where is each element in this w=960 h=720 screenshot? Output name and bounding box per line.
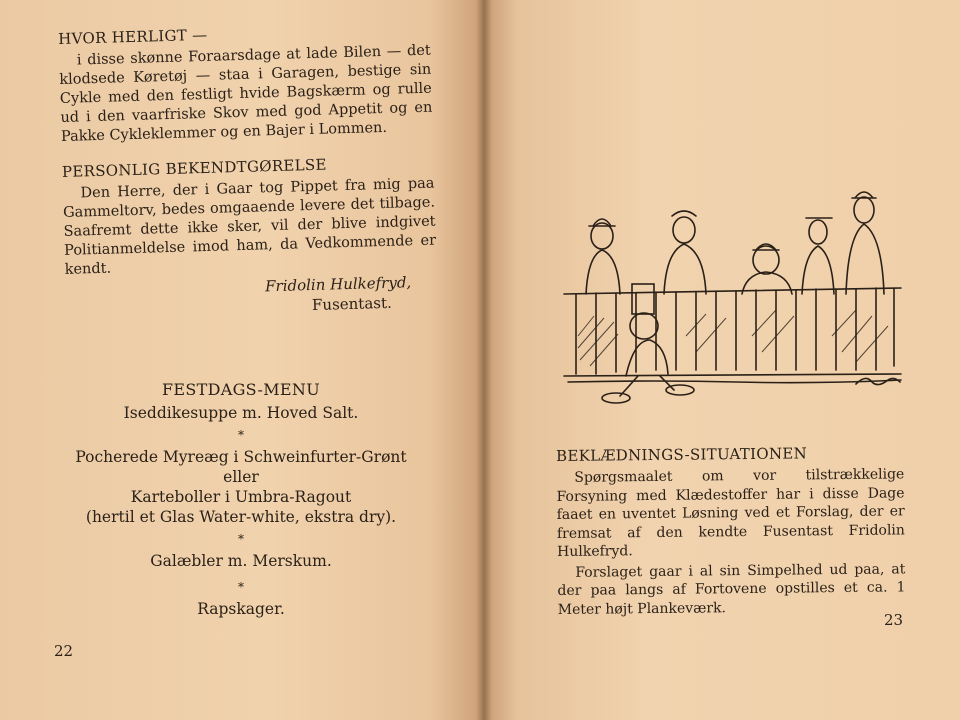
section-heading-hvor-herligt: HVOR HERLIGT — (58, 25, 208, 48)
menu-or: eller (223, 468, 259, 486)
menu-item: Iseddikesuppe m. Hoved Salt. (123, 404, 359, 422)
signature-name: Fridolin Hulkefryd, (264, 273, 412, 296)
menu-item-note: (hertil et Glas Water-white, ekstra dry). (85, 508, 397, 526)
page-number-left: 22 (54, 642, 74, 660)
section-text-bekendtgorelse: Den Herre, der i Gaar tog Pippet fra mig paa Gammeltorv, bedes omgaaende levere det tilbage. Saafremt dette ikke sker, vil der blive indgivet Politianmeldelse imod ham, da Vedkommende er kendt. (62, 175, 437, 278)
section-heading-bekendtgorelse: PERSONLIG BEKENDTGØRELSE (61, 155, 327, 181)
left-page-text (58, 20, 438, 321)
section-text-paragraph-2: Forslaget gaar i al sin Simpelhed ud paa, at der paa langs af Fortovene opstilles et ca. 1 Meter højt Plankeværk. (557, 560, 906, 618)
menu-separator: * (238, 532, 244, 546)
menu-item: Galæbler m. Merskum. (150, 552, 332, 570)
page-number-right: 23 (884, 611, 904, 629)
section-heading-beklaedning: BEKLÆDNINGS-SITUATIONEN (556, 444, 808, 465)
menu-item: Karteboller i Umbra-Ragout (130, 488, 352, 506)
menu-item: Rapskager. (197, 600, 285, 618)
section-text-paragraph-1: Spørgsmaalet om vor tilstrækkelige Forsyning med Klædestoffer har i disse Dage faaet en uventet Løsning ved et Forslag, der er fremsat af den kendte Fusentast Fridolin Hulkefryd. (556, 466, 905, 560)
menu-separator: * (238, 428, 244, 442)
menu-separator: * (238, 580, 244, 594)
cartoon-fence-crowd-icon (556, 176, 916, 416)
right-page-text (556, 443, 906, 619)
signature-title: Fusentast. (311, 293, 392, 315)
book-gutter (476, 0, 492, 720)
menu-heading: FESTDAGS-MENU (162, 380, 320, 399)
festive-menu (66, 380, 416, 619)
menu-item: Pocherede Myreæg i Schweinfurter-Grønt (75, 448, 407, 466)
section-text-hvor-herligt: i disse skønne Foraarsdage at lade Bilen — det klodsede Køretøj — staa i Garagen, bestige sin Cykle med den festligt hvide Bagskærm og rulle ud i den vaarfriske Skov med god Appetit og en Pakke Cykleklemmer og en Bajer i Lommen. (59, 42, 433, 145)
